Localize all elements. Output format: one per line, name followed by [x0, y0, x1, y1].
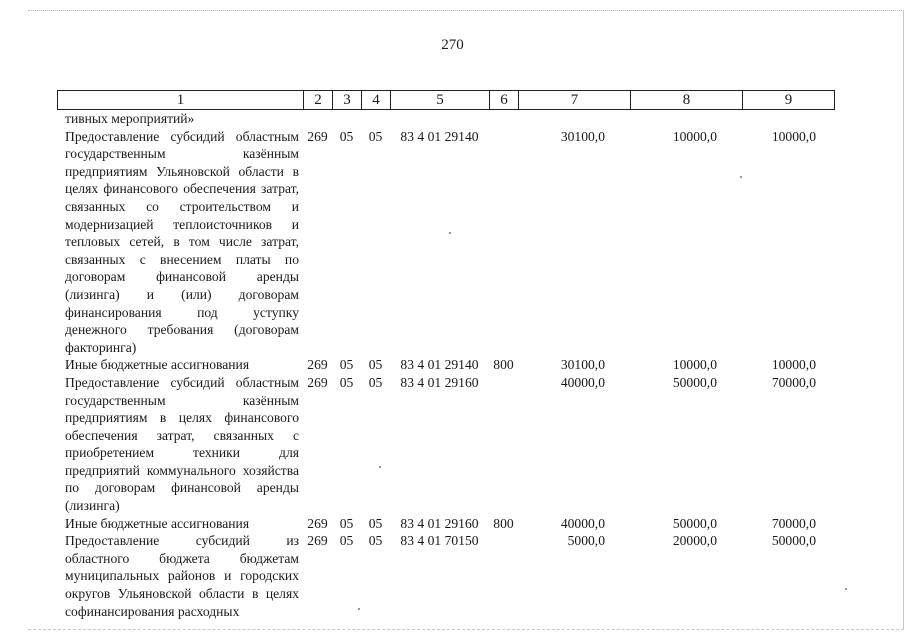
row-subsection-code: 05	[368, 357, 383, 373]
row-amount-col7: 40000,0	[560, 374, 605, 390]
row-amount-col7: 30100,0	[560, 357, 605, 373]
row-ministry-code: 269	[307, 515, 328, 531]
row-section-code: 05	[339, 533, 354, 549]
row-subsection-code: 05	[368, 374, 383, 390]
page-border-bottom	[28, 629, 904, 630]
header-cell: 9	[743, 91, 835, 110]
row-ministry-code: 269	[307, 374, 328, 390]
row-amount-col7: 5000,0	[567, 533, 605, 549]
row-expense-type	[489, 128, 518, 357]
header-cell: 5	[391, 91, 490, 110]
row-ministry-code: 269	[307, 357, 328, 373]
row-amount-col9: 70000,0	[771, 374, 816, 390]
scan-speck	[740, 176, 742, 178]
row-name: Предоставление субсидий областным государственным казённым предприятиям Ульяновской области в целях финансового обеспечения затрат, связанных со строительством и модернизацией теплоисточников и тепловых сетей, в том числе затрат, связанных с внесением платы по договорам финансовой аренды (лизинга) и (или) договорам финансирования под уступку денежного требования (договорам факторинга)	[65, 128, 299, 355]
header-cell: 8	[631, 91, 743, 110]
continuation-text: тивных мероприятий»	[65, 111, 195, 126]
row-section-code: 05	[339, 374, 354, 390]
row-subsection-code: 05	[368, 128, 383, 144]
row-amount-col7: 40000,0	[560, 515, 605, 531]
row-amount-col8: 10000,0	[672, 357, 717, 373]
row-amount-col8: 20000,0	[672, 533, 717, 549]
row-section-code: 05	[339, 357, 354, 373]
page-number: 270	[441, 37, 464, 53]
row-ministry-code: 269	[307, 128, 328, 144]
page-border-top	[28, 10, 904, 11]
header-cell: 7	[519, 91, 631, 110]
table-row	[57, 128, 834, 357]
row-expense-type	[489, 374, 518, 515]
row-expense-type	[489, 532, 518, 620]
row-amount-col9: 50000,0	[771, 533, 816, 549]
header-cell: 6	[490, 91, 519, 110]
row-target-article: 83 4 01 29140	[400, 357, 479, 373]
row-amount-col8: 50000,0	[672, 374, 717, 390]
table-row	[57, 356, 834, 374]
table-row	[57, 515, 834, 533]
budget-table	[57, 110, 834, 620]
row-section-code: 05	[339, 515, 354, 531]
row-expense-type: 800	[493, 357, 514, 373]
row-amount-col9: 10000,0	[771, 128, 816, 144]
row-amount-col7: 30100,0	[560, 128, 605, 144]
row-target-article: 83 4 01 29160	[400, 374, 479, 390]
row-subsection-code: 05	[368, 533, 383, 549]
table-row	[57, 532, 834, 620]
row-amount-col9: 10000,0	[771, 357, 816, 373]
continuation-row	[57, 110, 834, 128]
header-row	[58, 91, 835, 110]
row-name: Предоставление субсидий из областного бюджета бюджетам муниципальных районов и городских округов Ульяновской области в целях софинансирования расходных	[65, 533, 299, 619]
table-row	[57, 374, 834, 515]
header-cell: 4	[362, 91, 391, 110]
header-cell: 1	[58, 91, 304, 110]
scan-speck	[449, 232, 451, 234]
row-target-article: 83 4 01 70150	[400, 533, 479, 549]
row-name: Предоставление субсидий областным государственным казённым предприятиям в целях финансового обеспечения затрат, связанных с приобретением техники для предприятий коммунального хозяйства по договорам финансовой аренды (лизинга)	[65, 374, 299, 514]
row-subsection-code: 05	[368, 515, 383, 531]
row-target-article: 83 4 01 29140	[400, 128, 479, 144]
row-amount-col8: 50000,0	[672, 515, 717, 531]
row-amount-col8: 10000,0	[672, 128, 717, 144]
header-cell: 3	[333, 91, 362, 110]
header-cell: 2	[304, 91, 333, 110]
row-name: Иные бюджетные ассигнования	[65, 515, 250, 531]
row-section-code: 05	[339, 128, 354, 144]
row-ministry-code: 269	[307, 533, 328, 549]
scan-speck	[379, 466, 381, 468]
row-target-article: 83 4 01 29160	[400, 515, 479, 531]
row-amount-col9: 70000,0	[771, 515, 816, 531]
scan-speck	[845, 588, 847, 590]
page-border-right	[903, 10, 904, 630]
scan-speck	[358, 608, 360, 610]
row-expense-type: 800	[493, 515, 514, 531]
column-number-header	[57, 90, 835, 110]
row-name: Иные бюджетные ассигнования	[65, 357, 250, 373]
